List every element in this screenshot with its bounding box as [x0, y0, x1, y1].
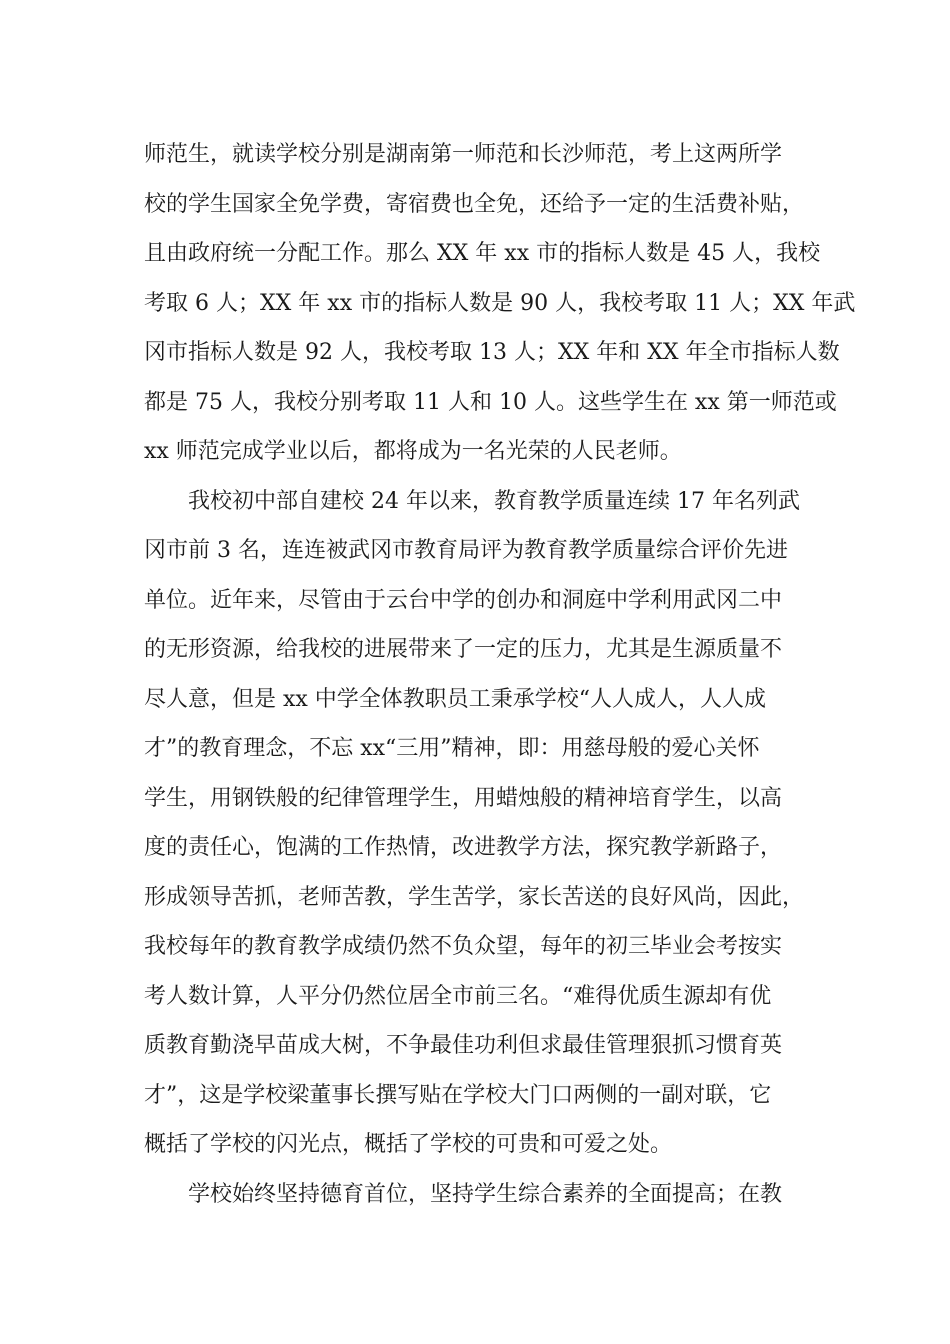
text-line: 冈市前 3 名，连连被武冈市教育局评为教育教学质量综合评价先进 — [144, 538, 788, 563]
paragraph-first-line: 我校初中部自建校 24 年以来，教育教学质量连续 17 年名列武 — [188, 488, 800, 514]
text-line: xx 师范完成学业以后，都将成为一名光荣的人民老师。 — [144, 439, 682, 464]
text-line: 的无形资源，给我校的进展带来了一定的压力，尤其是生源质量不 — [144, 637, 783, 662]
text-line: 形成领导苦抓，老师苦教，学生苦学，家长苦送的良好风尚，因此， — [144, 884, 805, 910]
text-line: 单位。近年来，尽管由于云台中学的创办和洞庭中学利用武冈二中 — [144, 587, 783, 613]
text-line: 考取 6 人；XX 年 xx 市的指标人数是 90 人，我校考取 11 人；XX 年武 — [144, 290, 856, 316]
text-line: 尽人意，但是 xx 中学全体教职员工秉承学校“人人成人，人人成 — [144, 686, 767, 712]
text-line: 师范生，就读学校分别是湖南第一师范和长沙师范，考上这两所学 — [144, 142, 783, 167]
text-line: 质教育勤浇早苗成大树，不争最佳功利但求最佳管理狠抓习惯育英 — [144, 1033, 783, 1058]
text-line: 我校每年的教育教学成绩仍然不负众望，每年的初三毕业会考按实 — [144, 934, 783, 959]
text-line: 考人数计算，人平分仍然位居全市前三名。“难得优质生源却有优 — [144, 983, 772, 1009]
text-line: 学生，用钢铁般的纪律管理学生，用蜡烛般的精神培育学生，以高 — [144, 785, 783, 811]
text-line: 才”的教育理念，不忘 xx“三用”精神，即：用慈母般的爱心关怀 — [144, 736, 760, 761]
text-line: 冈市指标人数是 92 人，我校考取 13 人；XX 年和 XX 年全市指标人数 — [144, 340, 840, 365]
body-text — [144, 130, 856, 1219]
text-line: 校的学生国家全免学费，寄宿费也全免，还给予一定的生活费补贴， — [144, 191, 805, 217]
text-line: 才”，这是学校梁董事长撰写贴在学校大门口两侧的一副对联，它 — [144, 1082, 772, 1108]
text-line: 概括了学校的闪光点，概括了学校的可贵和可爱之处。 — [144, 1132, 673, 1157]
text-line: 度的责任心，饱满的工作热情，改进教学方法，探究教学新路子， — [144, 835, 783, 860]
text-line: 都是 75 人，我校分别考取 11 人和 10 人。这些学生在 xx 第一师范或 — [144, 389, 837, 415]
paragraph-first-line: 学校始终坚持德育首位，坚持学生综合素养的全面提高；在教 — [188, 1181, 783, 1207]
text-line: 且由政府统一分配工作。那么 XX 年 xx 市的指标人数是 45 人，我校 — [144, 241, 821, 266]
